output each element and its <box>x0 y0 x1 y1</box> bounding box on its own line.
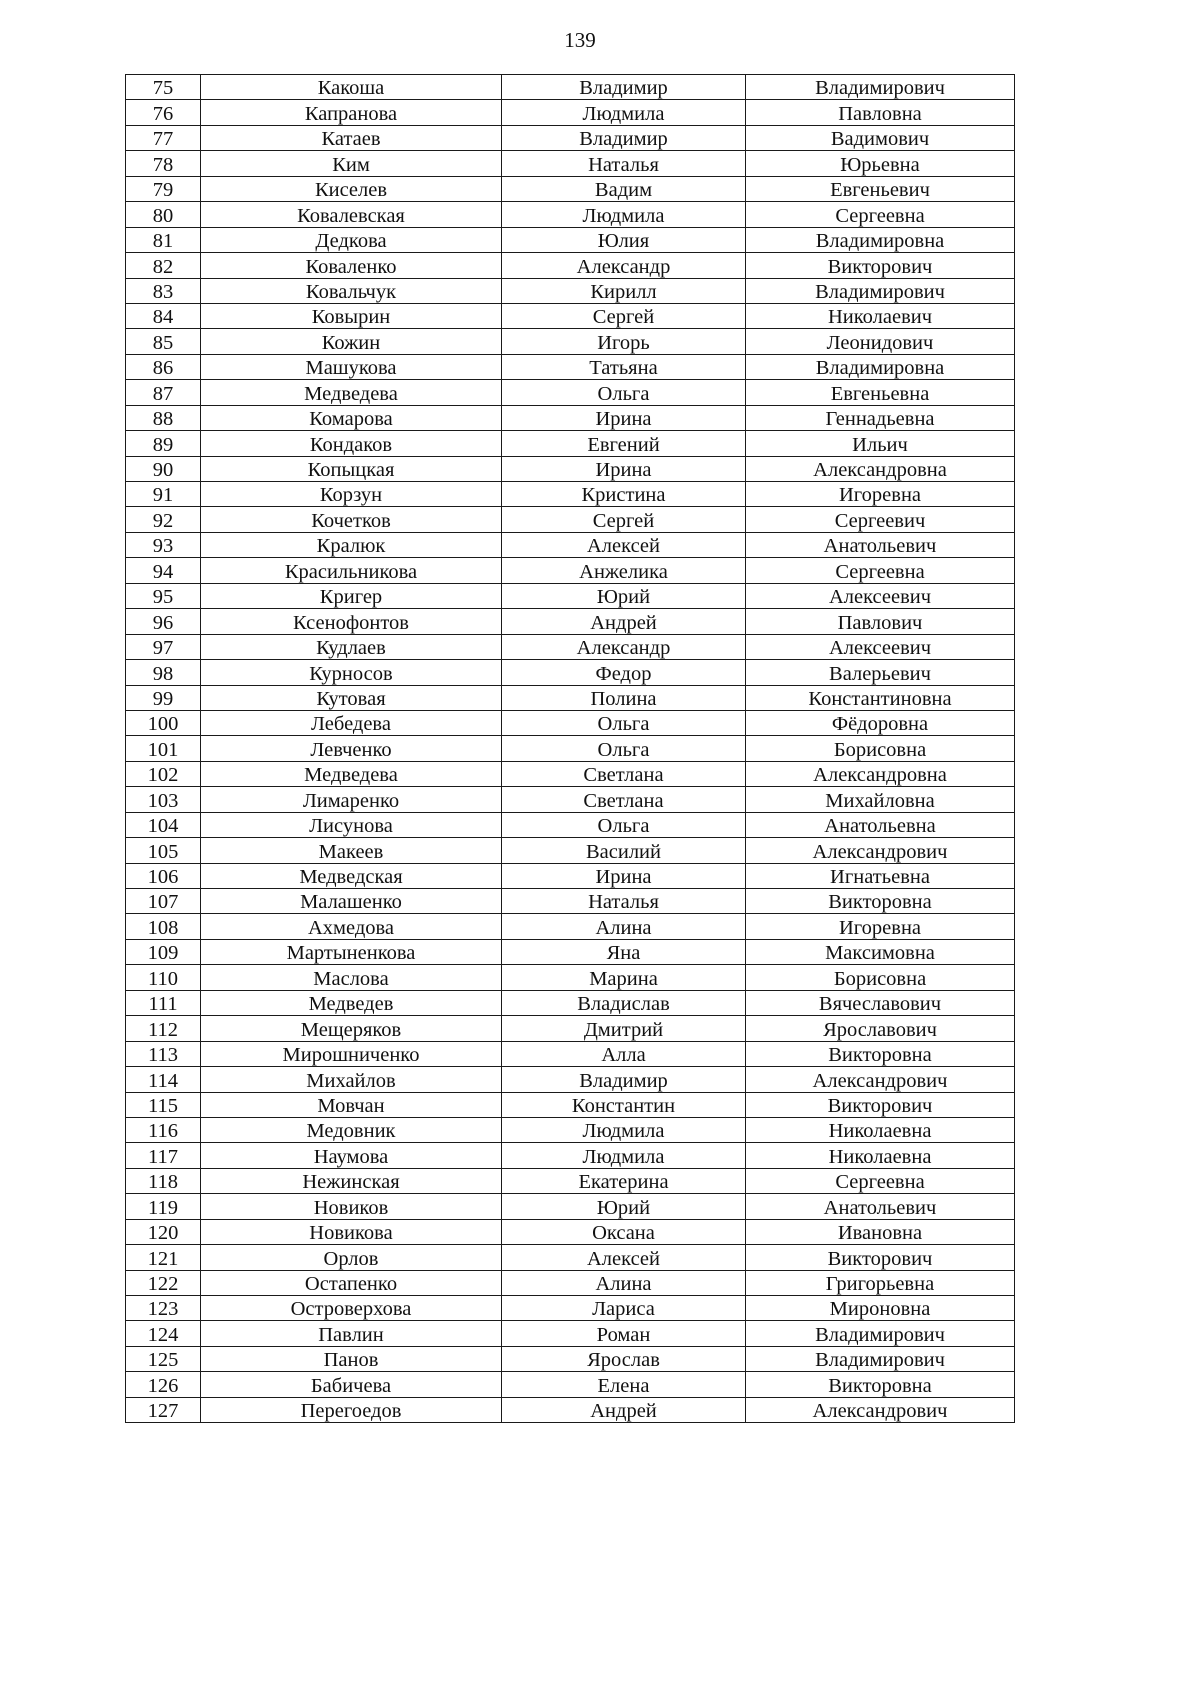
last-name-cell: Мещеряков <box>201 1016 502 1041</box>
first-name-cell: Елена <box>502 1372 746 1397</box>
table-row <box>126 685 1015 710</box>
patronymic-cell: Игнатьевна <box>746 863 1015 888</box>
first-name-cell: Кристина <box>502 482 746 507</box>
first-name-cell: Людмила <box>502 100 746 125</box>
first-name-cell: Кирилл <box>502 278 746 303</box>
last-name-cell: Ковалевская <box>201 202 502 227</box>
last-name-cell: Корзун <box>201 482 502 507</box>
table-row <box>126 838 1015 863</box>
table-row <box>126 609 1015 634</box>
table-row <box>126 863 1015 888</box>
row-number-cell: 82 <box>126 253 201 278</box>
patronymic-cell: Анатольевна <box>746 812 1015 837</box>
row-number-cell: 115 <box>126 1092 201 1117</box>
row-number-cell: 127 <box>126 1397 201 1422</box>
patronymic-cell: Ильич <box>746 431 1015 456</box>
table-row <box>126 558 1015 583</box>
patronymic-cell: Владимирович <box>746 278 1015 303</box>
row-number-cell: 105 <box>126 838 201 863</box>
row-number-cell: 87 <box>126 380 201 405</box>
table-row <box>126 456 1015 481</box>
row-number-cell: 117 <box>126 1143 201 1168</box>
first-name-cell: Ирина <box>502 405 746 430</box>
first-name-cell: Алина <box>502 914 746 939</box>
row-number-cell: 103 <box>126 787 201 812</box>
first-name-cell: Юрий <box>502 1194 746 1219</box>
row-number-cell: 88 <box>126 405 201 430</box>
table-row <box>126 965 1015 990</box>
first-name-cell: Анжелика <box>502 558 746 583</box>
patronymic-cell: Николаевна <box>746 1117 1015 1142</box>
patronymic-cell: Викторовна <box>746 1372 1015 1397</box>
patronymic-cell: Сергеевна <box>746 1168 1015 1193</box>
last-name-cell: Бабичева <box>201 1372 502 1397</box>
last-name-cell: Михайлов <box>201 1067 502 1092</box>
row-number-cell: 123 <box>126 1296 201 1321</box>
row-number-cell: 96 <box>126 609 201 634</box>
patronymic-cell: Александровна <box>746 456 1015 481</box>
roster-body <box>126 75 1015 1423</box>
table-row <box>126 634 1015 659</box>
first-name-cell: Светлана <box>502 761 746 786</box>
first-name-cell: Ярослав <box>502 1346 746 1371</box>
last-name-cell: Какоша <box>201 75 502 100</box>
first-name-cell: Владимир <box>502 75 746 100</box>
first-name-cell: Ольга <box>502 736 746 761</box>
first-name-cell: Ирина <box>502 456 746 481</box>
first-name-cell: Игорь <box>502 329 746 354</box>
last-name-cell: Нежинская <box>201 1168 502 1193</box>
table-row <box>126 1143 1015 1168</box>
last-name-cell: Красильникова <box>201 558 502 583</box>
first-name-cell: Людмила <box>502 202 746 227</box>
last-name-cell: Наумова <box>201 1143 502 1168</box>
last-name-cell: Левченко <box>201 736 502 761</box>
first-name-cell: Владислав <box>502 990 746 1015</box>
first-name-cell: Андрей <box>502 1397 746 1422</box>
patronymic-cell: Александровна <box>746 761 1015 786</box>
last-name-cell: Островерхова <box>201 1296 502 1321</box>
table-row <box>126 660 1015 685</box>
row-number-cell: 85 <box>126 329 201 354</box>
table-row <box>126 253 1015 278</box>
patronymic-cell: Анатольевич <box>746 532 1015 557</box>
patronymic-cell: Александрович <box>746 838 1015 863</box>
table-row <box>126 354 1015 379</box>
patronymic-cell: Николаевна <box>746 1143 1015 1168</box>
table-row <box>126 405 1015 430</box>
table-row <box>126 761 1015 786</box>
row-number-cell: 125 <box>126 1346 201 1371</box>
table-row <box>126 914 1015 939</box>
table-row <box>126 1041 1015 1066</box>
row-number-cell: 111 <box>126 990 201 1015</box>
first-name-cell: Алла <box>502 1041 746 1066</box>
patronymic-cell: Сергеевич <box>746 507 1015 532</box>
row-number-cell: 106 <box>126 863 201 888</box>
table-row <box>126 939 1015 964</box>
table-row <box>126 889 1015 914</box>
row-number-cell: 79 <box>126 176 201 201</box>
patronymic-cell: Валерьевич <box>746 660 1015 685</box>
table-row <box>126 1219 1015 1244</box>
row-number-cell: 101 <box>126 736 201 761</box>
patronymic-cell: Викторович <box>746 253 1015 278</box>
table-row <box>126 532 1015 557</box>
table-row <box>126 583 1015 608</box>
last-name-cell: Кралюк <box>201 532 502 557</box>
row-number-cell: 107 <box>126 889 201 914</box>
first-name-cell: Дмитрий <box>502 1016 746 1041</box>
last-name-cell: Маслова <box>201 965 502 990</box>
last-name-cell: Остапенко <box>201 1270 502 1295</box>
last-name-cell: Кутовая <box>201 685 502 710</box>
first-name-cell: Ольга <box>502 710 746 735</box>
patronymic-cell: Евгеньевна <box>746 380 1015 405</box>
row-number-cell: 81 <box>126 227 201 252</box>
row-number-cell: 90 <box>126 456 201 481</box>
last-name-cell: Мовчан <box>201 1092 502 1117</box>
table-row <box>126 100 1015 125</box>
patronymic-cell: Викторовна <box>746 889 1015 914</box>
patronymic-cell: Павлович <box>746 609 1015 634</box>
row-number-cell: 126 <box>126 1372 201 1397</box>
last-name-cell: Ковырин <box>201 303 502 328</box>
last-name-cell: Кондаков <box>201 431 502 456</box>
row-number-cell: 91 <box>126 482 201 507</box>
last-name-cell: Катаев <box>201 125 502 150</box>
first-name-cell: Ирина <box>502 863 746 888</box>
first-name-cell: Сергей <box>502 507 746 532</box>
patronymic-cell: Викторович <box>746 1245 1015 1270</box>
row-number-cell: 77 <box>126 125 201 150</box>
last-name-cell: Медведская <box>201 863 502 888</box>
patronymic-cell: Игоревна <box>746 914 1015 939</box>
patronymic-cell: Юрьевна <box>746 151 1015 176</box>
table-row <box>126 1245 1015 1270</box>
patronymic-cell: Николаевич <box>746 303 1015 328</box>
patronymic-cell: Вячеславович <box>746 990 1015 1015</box>
patronymic-cell: Константиновна <box>746 685 1015 710</box>
table-row <box>126 431 1015 456</box>
first-name-cell: Сергей <box>502 303 746 328</box>
patronymic-cell: Александрович <box>746 1397 1015 1422</box>
patronymic-cell: Алексеевич <box>746 583 1015 608</box>
table-row <box>126 1321 1015 1346</box>
last-name-cell: Коваленко <box>201 253 502 278</box>
table-row <box>126 176 1015 201</box>
row-number-cell: 99 <box>126 685 201 710</box>
table-row <box>126 1092 1015 1117</box>
first-name-cell: Оксана <box>502 1219 746 1244</box>
row-number-cell: 109 <box>126 939 201 964</box>
table-row <box>126 125 1015 150</box>
table-row <box>126 202 1015 227</box>
patronymic-cell: Фёдоровна <box>746 710 1015 735</box>
patronymic-cell: Ивановна <box>746 1219 1015 1244</box>
last-name-cell: Дедкова <box>201 227 502 252</box>
row-number-cell: 78 <box>126 151 201 176</box>
patronymic-cell: Михайловна <box>746 787 1015 812</box>
table-row <box>126 710 1015 735</box>
first-name-cell: Федор <box>502 660 746 685</box>
last-name-cell: Капранова <box>201 100 502 125</box>
table-row <box>126 1168 1015 1193</box>
table-row <box>126 75 1015 100</box>
row-number-cell: 118 <box>126 1168 201 1193</box>
first-name-cell: Юрий <box>502 583 746 608</box>
last-name-cell: Панов <box>201 1346 502 1371</box>
row-number-cell: 95 <box>126 583 201 608</box>
first-name-cell: Ольга <box>502 380 746 405</box>
patronymic-cell: Геннадьевна <box>746 405 1015 430</box>
row-number-cell: 93 <box>126 532 201 557</box>
last-name-cell: Курносов <box>201 660 502 685</box>
row-number-cell: 100 <box>126 710 201 735</box>
last-name-cell: Медведев <box>201 990 502 1015</box>
first-name-cell: Лариса <box>502 1296 746 1321</box>
patronymic-cell: Павловна <box>746 100 1015 125</box>
first-name-cell: Светлана <box>502 787 746 812</box>
table-row <box>126 1117 1015 1142</box>
last-name-cell: Лимаренко <box>201 787 502 812</box>
first-name-cell: Андрей <box>502 609 746 634</box>
row-number-cell: 102 <box>126 761 201 786</box>
first-name-cell: Екатерина <box>502 1168 746 1193</box>
table-row <box>126 1346 1015 1371</box>
patronymic-cell: Ярославович <box>746 1016 1015 1041</box>
last-name-cell: Павлин <box>201 1321 502 1346</box>
last-name-cell: Ким <box>201 151 502 176</box>
row-number-cell: 76 <box>126 100 201 125</box>
table-row <box>126 1270 1015 1295</box>
row-number-cell: 94 <box>126 558 201 583</box>
table-row <box>126 380 1015 405</box>
table-row <box>126 278 1015 303</box>
row-number-cell: 112 <box>126 1016 201 1041</box>
first-name-cell: Ольга <box>502 812 746 837</box>
first-name-cell: Яна <box>502 939 746 964</box>
row-number-cell: 120 <box>126 1219 201 1244</box>
patronymic-cell: Борисовна <box>746 965 1015 990</box>
table-row <box>126 1194 1015 1219</box>
first-name-cell: Владимир <box>502 125 746 150</box>
row-number-cell: 110 <box>126 965 201 990</box>
last-name-cell: Комарова <box>201 405 502 430</box>
last-name-cell: Макеев <box>201 838 502 863</box>
patronymic-cell: Анатольевич <box>746 1194 1015 1219</box>
last-name-cell: Малашенко <box>201 889 502 914</box>
table-row <box>126 1067 1015 1092</box>
first-name-cell: Татьяна <box>502 354 746 379</box>
first-name-cell: Алексей <box>502 1245 746 1270</box>
table-row <box>126 812 1015 837</box>
first-name-cell: Людмила <box>502 1117 746 1142</box>
first-name-cell: Наталья <box>502 889 746 914</box>
table-row <box>126 227 1015 252</box>
table-row <box>126 1397 1015 1422</box>
patronymic-cell: Викторовна <box>746 1041 1015 1066</box>
patronymic-cell: Владимирович <box>746 75 1015 100</box>
table-row <box>126 303 1015 328</box>
patronymic-cell: Владимирович <box>746 1346 1015 1371</box>
roster-table <box>125 74 1015 1423</box>
row-number-cell: 104 <box>126 812 201 837</box>
table-row <box>126 1016 1015 1041</box>
first-name-cell: Алексей <box>502 532 746 557</box>
last-name-cell: Медовник <box>201 1117 502 1142</box>
table-row <box>126 787 1015 812</box>
table-row <box>126 1372 1015 1397</box>
patronymic-cell: Александрович <box>746 1067 1015 1092</box>
patronymic-cell: Вадимович <box>746 125 1015 150</box>
patronymic-cell: Евгеньевич <box>746 176 1015 201</box>
first-name-cell: Юлия <box>502 227 746 252</box>
patronymic-cell: Борисовна <box>746 736 1015 761</box>
first-name-cell: Вадим <box>502 176 746 201</box>
patronymic-cell: Леонидович <box>746 329 1015 354</box>
first-name-cell: Александр <box>502 634 746 659</box>
patronymic-cell: Викторович <box>746 1092 1015 1117</box>
patronymic-cell: Сергеевна <box>746 558 1015 583</box>
table-row <box>126 736 1015 761</box>
last-name-cell: Ковальчук <box>201 278 502 303</box>
row-number-cell: 97 <box>126 634 201 659</box>
last-name-cell: Орлов <box>201 1245 502 1270</box>
first-name-cell: Александр <box>502 253 746 278</box>
last-name-cell: Копыцкая <box>201 456 502 481</box>
last-name-cell: Кригер <box>201 583 502 608</box>
row-number-cell: 108 <box>126 914 201 939</box>
row-number-cell: 114 <box>126 1067 201 1092</box>
last-name-cell: Мирошниченко <box>201 1041 502 1066</box>
first-name-cell: Евгений <box>502 431 746 456</box>
row-number-cell: 75 <box>126 75 201 100</box>
patronymic-cell: Григорьевна <box>746 1270 1015 1295</box>
row-number-cell: 92 <box>126 507 201 532</box>
page-number: 139 <box>564 28 596 52</box>
first-name-cell: Владимир <box>502 1067 746 1092</box>
table-row <box>126 1296 1015 1321</box>
first-name-cell: Людмила <box>502 1143 746 1168</box>
row-number-cell: 84 <box>126 303 201 328</box>
patronymic-cell: Алексеевич <box>746 634 1015 659</box>
first-name-cell: Алина <box>502 1270 746 1295</box>
last-name-cell: Перегоедов <box>201 1397 502 1422</box>
table-row <box>126 482 1015 507</box>
first-name-cell: Василий <box>502 838 746 863</box>
row-number-cell: 98 <box>126 660 201 685</box>
row-number-cell: 119 <box>126 1194 201 1219</box>
last-name-cell: Мартыненкова <box>201 939 502 964</box>
patronymic-cell: Владимировна <box>746 227 1015 252</box>
table-row <box>126 329 1015 354</box>
row-number-cell: 121 <box>126 1245 201 1270</box>
last-name-cell: Киселев <box>201 176 502 201</box>
row-number-cell: 80 <box>126 202 201 227</box>
row-number-cell: 89 <box>126 431 201 456</box>
patronymic-cell: Максимовна <box>746 939 1015 964</box>
patronymic-cell: Владимирович <box>746 1321 1015 1346</box>
first-name-cell: Роман <box>502 1321 746 1346</box>
first-name-cell: Константин <box>502 1092 746 1117</box>
row-number-cell: 124 <box>126 1321 201 1346</box>
first-name-cell: Наталья <box>502 151 746 176</box>
last-name-cell: Медведева <box>201 380 502 405</box>
last-name-cell: Кожин <box>201 329 502 354</box>
last-name-cell: Медведева <box>201 761 502 786</box>
last-name-cell: Кудлаев <box>201 634 502 659</box>
table-row <box>126 151 1015 176</box>
last-name-cell: Лебедева <box>201 710 502 735</box>
last-name-cell: Новикова <box>201 1219 502 1244</box>
row-number-cell: 86 <box>126 354 201 379</box>
row-number-cell: 122 <box>126 1270 201 1295</box>
patronymic-cell: Мироновна <box>746 1296 1015 1321</box>
last-name-cell: Ахмедова <box>201 914 502 939</box>
row-number-cell: 116 <box>126 1117 201 1142</box>
row-number-cell: 113 <box>126 1041 201 1066</box>
last-name-cell: Кочетков <box>201 507 502 532</box>
last-name-cell: Ксенофонтов <box>201 609 502 634</box>
first-name-cell: Марина <box>502 965 746 990</box>
table-row <box>126 507 1015 532</box>
last-name-cell: Лисунова <box>201 812 502 837</box>
last-name-cell: Машукова <box>201 354 502 379</box>
last-name-cell: Новиков <box>201 1194 502 1219</box>
row-number-cell: 83 <box>126 278 201 303</box>
patronymic-cell: Владимировна <box>746 354 1015 379</box>
table-row <box>126 990 1015 1015</box>
first-name-cell: Полина <box>502 685 746 710</box>
patronymic-cell: Сергеевна <box>746 202 1015 227</box>
patronymic-cell: Игоревна <box>746 482 1015 507</box>
